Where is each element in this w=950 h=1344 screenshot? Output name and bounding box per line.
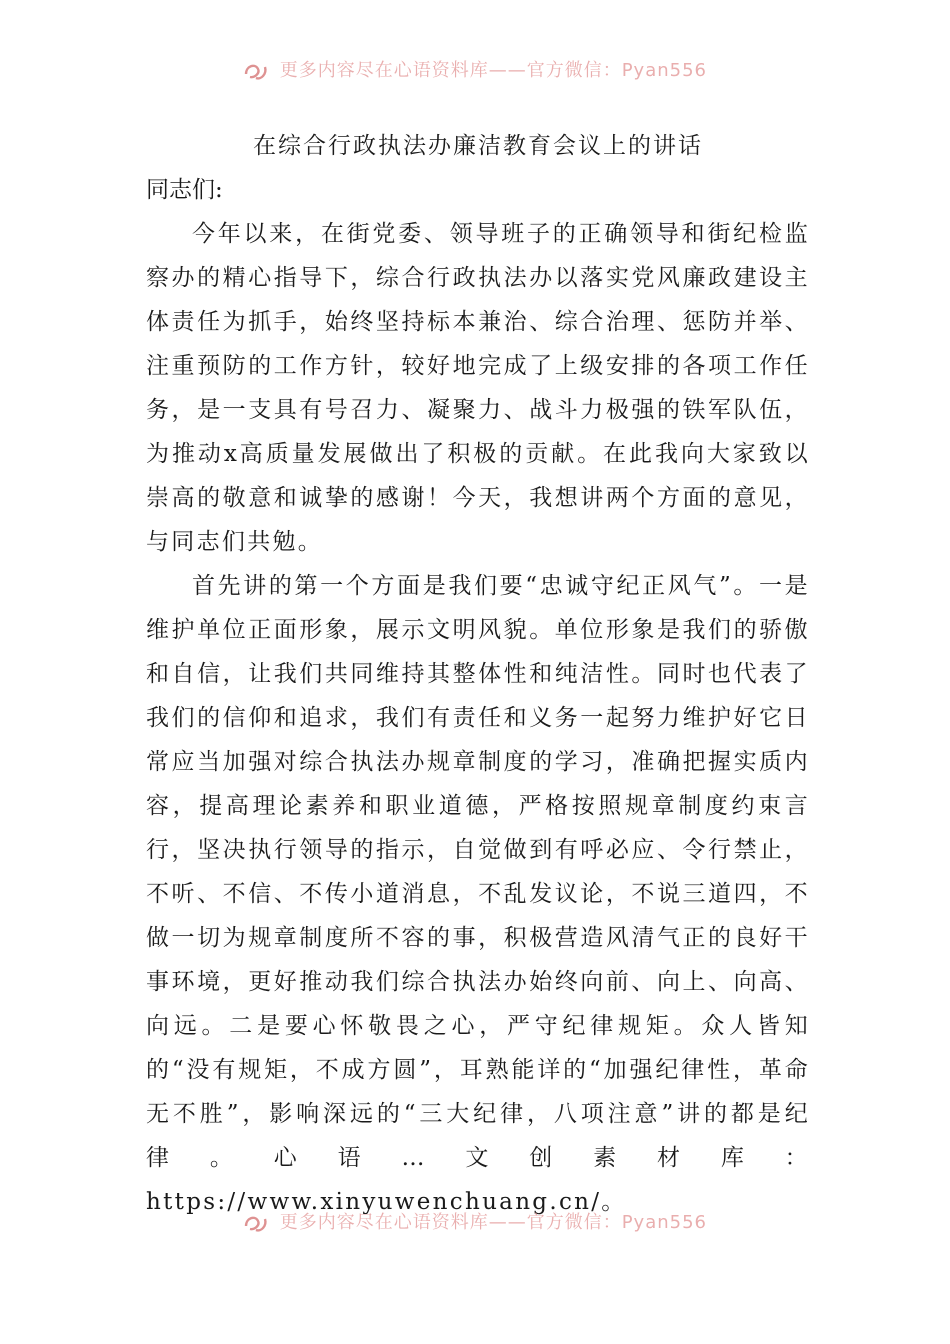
footer-watermark [0, 1208, 950, 1234]
header-watermark [0, 56, 950, 82]
salutation: 同志们: [146, 177, 223, 203]
header-watermark-text: 更多内容尽在心语资料库——官方微信：Pyan556 [279, 60, 708, 81]
logo-icon [243, 1212, 269, 1234]
document-body [146, 124, 810, 1224]
footer-watermark-text: 更多内容尽在心语资料库——官方微信：Pyan556 [279, 1212, 708, 1233]
paragraph-2: 首先讲的第一个方面是我们要“忠诚守纪正风气”。一是维护单位正面形象，展示文明风貌。单位形象是我们的骄傲和自信，让我们共同维持其整体性和纯洁性。同时也代表了我们的信仰和追求，我们有责任和义务一起努力维护好它日常应当加强对综合执法办规章制度的学习，准确把握实质内容，提高理论素养和职业道德，严格按照规章制度约束言行，坚决执行领导的指示，自觉做到有呼必应、令行禁止，不听、不信、不传小道消息，不乱发议论，不说三道四，不做一切为规章制度所不容的事，积极营造风清气正的良好干事环境，更好推动我们综合执法办始终向前、向上、向高、向远。二是要心怀敬畏之心，严守纪律规矩。众人皆知的“没有规矩，不成方圆”，耳熟能详的“加强纪律性，革命无不胜”，影响深远的“三大纪律，八项注意”讲的都是纪律。心语…文创素材库：https://www.xinyuwenchuang.cn/。 [146, 573, 810, 1215]
paragraph-1: 今年以来，在街党委、领导班子的正确领导和街纪检监察办的精心指导下，综合行政执法办以落实党风廉政建设主体责任为抓手，始终坚持标本兼治、综合治理、惩防并举、注重预防的工作方针，较好地完成了上级安排的各项工作任务，是一支具有号召力、凝聚力、战斗力极强的铁军队伍，为推动x高质量发展做出了积极的贡献。在此我向大家致以崇高的敬意和诚挚的感谢！今天，我想讲两个方面的意见，与同志们共勉。 [146, 221, 810, 555]
document-title: 在综合行政执法办廉洁教育会议上的讲话 [253, 133, 703, 159]
logo-icon [243, 60, 269, 82]
